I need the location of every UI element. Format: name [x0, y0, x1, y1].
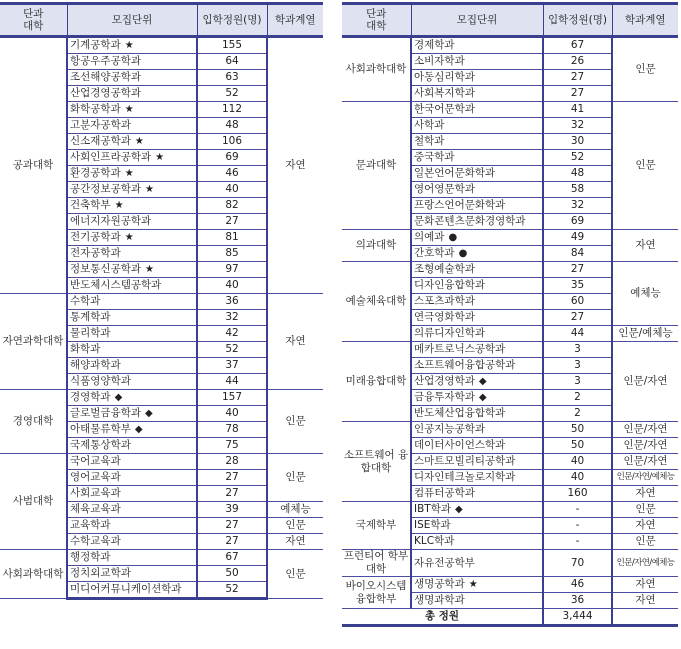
department-label: 경영학과 [70, 391, 111, 403]
quota-value: 40 [543, 470, 612, 486]
college-name: 소프트웨어 융합대학 [342, 422, 411, 502]
quota-value: 40 [197, 182, 267, 198]
department-name [411, 550, 543, 577]
quota-value: 82 [197, 198, 267, 214]
department-label: 정보통신공학과 [70, 263, 142, 275]
quota-value: 32 [543, 118, 612, 134]
department-label: 스마트모빌리티공학과 [414, 455, 516, 467]
department-label: 해양과학과 [70, 359, 121, 371]
field-value: 인문/예체능 [612, 326, 678, 342]
diamond-icon: ◆ [145, 408, 153, 419]
department-label: 간호학과 [414, 247, 455, 259]
total-row [342, 609, 678, 626]
department-label: 조형예술학과 [414, 263, 475, 275]
quota-value: 67 [197, 550, 267, 566]
quota-value: 52 [543, 150, 612, 166]
quota-value: 69 [543, 214, 612, 230]
quota-value: 41 [543, 102, 612, 118]
college-name: 경영대학 [0, 390, 67, 454]
college-name: 사회과학대학 [342, 37, 411, 102]
department-label: IBT학과 [414, 503, 451, 515]
header-row [0, 4, 323, 37]
quota-value: 48 [197, 118, 267, 134]
department-name [67, 502, 197, 518]
field-value: 자연 [267, 37, 323, 294]
department-label: 사회인프라공학과 [70, 151, 152, 163]
star-icon: ★ [468, 579, 478, 590]
department-label: 인공지능공학과 [414, 423, 486, 435]
quota-value: 50 [197, 566, 267, 582]
quota-value: 85 [197, 246, 267, 262]
department-name [411, 593, 543, 609]
quota-value: 44 [197, 374, 267, 390]
field-value: 인문 [267, 518, 323, 534]
department-label: 연극영화학과 [414, 311, 475, 323]
quota-value: 40 [197, 406, 267, 422]
quota-value: 40 [543, 454, 612, 470]
quota-value: 60 [543, 294, 612, 310]
field-value: 인문/자연/예체능 [612, 470, 678, 486]
header-quota: 입학정원(명) [543, 4, 612, 37]
field-value: 인문/자연 [612, 342, 678, 422]
field-value: 예체능 [612, 262, 678, 326]
table-row [342, 550, 678, 577]
department-label: 디자인테크놀로지학과 [414, 471, 516, 483]
quota-value: 160 [543, 486, 612, 502]
department-label: 반도체시스템공학과 [70, 279, 162, 291]
department-name [411, 470, 543, 486]
department-label: KLC학과 [414, 535, 455, 547]
department-label: 국제통상학과 [70, 439, 131, 451]
department-label: 전자공학과 [70, 247, 121, 259]
department-label: 기계공학과 [70, 39, 121, 51]
department-label: 경제학과 [414, 39, 455, 51]
college-name: 프런티어 학부대학 [342, 550, 411, 577]
department-name [67, 182, 197, 198]
quota-value: 27 [197, 470, 267, 486]
department-label: 공간정보공학과 [70, 183, 142, 195]
department-name [411, 102, 543, 118]
header-college: 단과 대학 [0, 4, 67, 37]
department-name [411, 342, 543, 358]
quota-value: 46 [197, 166, 267, 182]
quota-value: 50 [543, 422, 612, 438]
quota-value: 3 [543, 342, 612, 358]
star-icon: ★ [145, 184, 154, 195]
college-name: 국제학부 [342, 502, 411, 550]
field-value: 자연 [612, 577, 678, 593]
quota-value: 49 [543, 230, 612, 246]
quota-value: 44 [543, 326, 612, 342]
admission-table-right [342, 2, 678, 627]
quota-value: 27 [543, 70, 612, 86]
department-label: 정치외교학과 [70, 567, 131, 579]
department-label: 항공우주공학과 [70, 55, 142, 67]
quota-value: 36 [543, 593, 612, 609]
department-name [411, 438, 543, 454]
quota-value: 27 [543, 86, 612, 102]
department-name [67, 54, 197, 70]
table-row [0, 390, 323, 406]
department-label: 의류디자인학과 [414, 327, 486, 339]
quota-value: 40 [197, 278, 267, 294]
department-label: 글로벌금융학과 [70, 407, 142, 419]
college-name: 사범대학 [0, 454, 67, 550]
quota-value: 28 [197, 454, 267, 470]
department-label: 고분자공학과 [70, 119, 131, 131]
department-name [67, 86, 197, 102]
department-name [67, 134, 197, 150]
department-name [411, 406, 543, 422]
diamond-icon: ◆ [114, 392, 123, 403]
total-label: 총 정원 [342, 609, 543, 626]
department-name [411, 486, 543, 502]
quota-value: 3 [543, 358, 612, 374]
field-value: 인문 [612, 102, 678, 230]
college-name: 사회과학대학 [0, 550, 67, 599]
department-label: 환경공학과 [70, 167, 121, 179]
department-name [411, 118, 543, 134]
star-icon: ★ [145, 264, 154, 275]
header-quota: 입학정원(명) [197, 4, 267, 37]
college-name: 자연과학대학 [0, 294, 67, 390]
department-name [67, 102, 197, 118]
department-label: ISE학과 [414, 519, 451, 531]
department-label: 산업경영학과 [414, 375, 475, 387]
department-label: 일본언어문화학과 [414, 167, 496, 179]
department-name [67, 230, 197, 246]
total-quota: 3,444 [543, 609, 612, 626]
header-unit: 모집단위 [67, 4, 197, 37]
department-label: 식품영양학과 [70, 375, 131, 387]
quota-value: 67 [543, 37, 612, 54]
department-label: 국어교육과 [70, 455, 121, 467]
department-label: 프랑스언어문화학과 [414, 199, 506, 211]
department-label: 디자인융합학과 [414, 279, 486, 291]
quota-value: 27 [197, 534, 267, 550]
total-field-empty [612, 609, 678, 626]
department-label: 자유전공학부 [414, 556, 475, 569]
quota-value: 78 [197, 422, 267, 438]
department-name [411, 214, 543, 230]
department-label: 건축학부 [70, 199, 111, 211]
quota-value: 2 [543, 390, 612, 406]
circle-icon: ● [448, 232, 458, 243]
star-icon: ★ [134, 136, 144, 147]
college-name: 공과대학 [0, 37, 67, 294]
department-name [67, 326, 197, 342]
quota-value: 70 [543, 550, 612, 577]
department-label: 스포츠과학과 [414, 295, 475, 307]
quota-value: 69 [197, 150, 267, 166]
quota-value: 27 [197, 518, 267, 534]
field-value: 인문/자연 [612, 422, 678, 438]
department-label: 신소재공학과 [70, 135, 131, 147]
star-icon: ★ [114, 200, 124, 211]
department-name [67, 342, 197, 358]
field-value: 인문 [612, 502, 678, 518]
quota-value: 81 [197, 230, 267, 246]
field-value: 자연 [612, 486, 678, 502]
table-row [342, 102, 678, 118]
department-name [411, 37, 543, 54]
department-label: 사회복지학과 [414, 87, 475, 99]
department-name [67, 470, 197, 486]
department-label: 소비자학과 [414, 55, 465, 67]
department-label: 중국학과 [414, 151, 455, 163]
quota-value: 46 [543, 577, 612, 593]
quota-value: 52 [197, 86, 267, 102]
field-value: 자연 [612, 593, 678, 609]
department-label: 통계학과 [70, 311, 111, 323]
department-name [411, 422, 543, 438]
table-row [0, 454, 323, 470]
quota-value: 63 [197, 70, 267, 86]
department-name [411, 86, 543, 102]
department-name [411, 534, 543, 550]
college-name: 의과대학 [342, 230, 411, 262]
department-name [67, 198, 197, 214]
quota-value: 32 [197, 310, 267, 326]
department-name [411, 518, 543, 534]
department-label: 한국어문학과 [414, 103, 475, 115]
table-row [0, 550, 323, 566]
department-name [411, 54, 543, 70]
header-college: 단과 대학 [342, 4, 411, 37]
quota-value: 50 [543, 438, 612, 454]
quota-value: 37 [197, 358, 267, 374]
department-name [67, 582, 197, 599]
department-name [411, 294, 543, 310]
quota-value: 42 [197, 326, 267, 342]
department-label: 전기공학과 [70, 231, 121, 243]
quota-value: 27 [543, 310, 612, 326]
department-label: 철학과 [414, 135, 445, 147]
department-label: 에너지자원공학과 [70, 215, 152, 227]
admission-table-left [0, 2, 323, 600]
star-icon: ★ [155, 152, 165, 163]
department-label: 사회교육과 [70, 487, 121, 499]
department-label: 산업경영공학과 [70, 87, 142, 99]
quota-value: 48 [543, 166, 612, 182]
department-label: 메카트로닉스공학과 [414, 343, 506, 355]
quota-value: 30 [543, 134, 612, 150]
department-name [411, 230, 543, 246]
department-name [67, 278, 197, 294]
quota-value: 97 [197, 262, 267, 278]
department-name [411, 262, 543, 278]
department-name [67, 246, 197, 262]
department-name [411, 358, 543, 374]
field-value: 자연 [267, 534, 323, 550]
department-name [411, 326, 543, 342]
department-name [67, 37, 197, 54]
department-label: 교육학과 [70, 519, 111, 531]
department-label: 생명과학과 [414, 594, 465, 606]
department-name [411, 166, 543, 182]
field-value: 인문 [267, 390, 323, 454]
diamond-icon: ◆ [134, 424, 143, 435]
quota-value: - [543, 502, 612, 518]
department-label: 수학교육과 [70, 535, 121, 547]
header-field: 학과계열 [267, 4, 323, 37]
field-value: 인문/자연 [612, 438, 678, 454]
field-value: 자연 [612, 518, 678, 534]
quota-value: 27 [197, 214, 267, 230]
table-row [342, 37, 678, 54]
star-icon: ★ [124, 168, 134, 179]
department-name [67, 454, 197, 470]
department-label: 반도체산업융합학과 [414, 407, 506, 419]
department-name [411, 310, 543, 326]
department-name [411, 182, 543, 198]
department-name [411, 150, 543, 166]
table-row [342, 422, 678, 438]
department-name [67, 262, 197, 278]
department-label: 물리학과 [70, 327, 111, 339]
department-name [411, 502, 543, 518]
star-icon: ★ [124, 40, 134, 51]
college-name: 예술체육대학 [342, 262, 411, 342]
quota-value: 64 [197, 54, 267, 70]
department-name [411, 246, 543, 262]
department-label: 수학과 [70, 295, 101, 307]
department-name [411, 390, 543, 406]
department-name [67, 166, 197, 182]
star-icon: ★ [124, 232, 134, 243]
quota-value: 35 [543, 278, 612, 294]
college-name: 바이오시스템 융합학부 [342, 577, 411, 609]
field-value: 인문 [612, 37, 678, 102]
department-label: 조선해양공학과 [70, 71, 142, 83]
header-row [342, 4, 678, 37]
star-icon: ★ [124, 104, 134, 115]
department-name [67, 486, 197, 502]
department-name [67, 566, 197, 582]
quota-value: 58 [543, 182, 612, 198]
department-name [67, 550, 197, 566]
department-name [67, 374, 197, 390]
department-label: 화학공학과 [70, 103, 121, 115]
department-name [67, 150, 197, 166]
department-label: 미디어커뮤니케이션학과 [70, 583, 182, 595]
department-label: 문화콘텐츠문화경영학과 [414, 215, 526, 227]
department-name [411, 198, 543, 214]
department-name [67, 406, 197, 422]
department-name [411, 577, 543, 593]
department-label: 영어영문학과 [414, 183, 475, 195]
header-field: 학과계열 [612, 4, 678, 37]
quota-value: 27 [543, 262, 612, 278]
department-name [67, 518, 197, 534]
department-name [67, 310, 197, 326]
department-label: 화학과 [70, 343, 101, 355]
quota-value: 52 [197, 582, 267, 599]
field-value: 인문 [612, 534, 678, 550]
department-name [67, 534, 197, 550]
field-value: 인문 [267, 550, 323, 599]
table-row [342, 230, 678, 246]
field-value: 자연 [612, 230, 678, 262]
table-row [342, 577, 678, 593]
department-label: 체육교육과 [70, 503, 121, 515]
circle-icon: ● [458, 248, 468, 259]
department-label: 영어교육과 [70, 471, 121, 483]
department-label: 사학과 [414, 119, 445, 131]
quota-value: 3 [543, 374, 612, 390]
quota-value: 36 [197, 294, 267, 310]
department-name [67, 118, 197, 134]
quota-value: - [543, 518, 612, 534]
department-label: 컴퓨터공학과 [414, 487, 475, 499]
quota-value: 27 [197, 486, 267, 502]
quota-value: 2 [543, 406, 612, 422]
department-name [411, 134, 543, 150]
department-name [67, 70, 197, 86]
header-unit: 모집단위 [411, 4, 543, 37]
quota-value: 112 [197, 102, 267, 118]
department-name [67, 358, 197, 374]
department-name [67, 438, 197, 454]
table-row [0, 294, 323, 310]
table-row [342, 342, 678, 358]
field-value: 예체능 [267, 502, 323, 518]
quota-value: 75 [197, 438, 267, 454]
quota-value: 52 [197, 342, 267, 358]
department-label: 데이터사이언스학과 [414, 439, 506, 451]
field-value: 인문/자연 [612, 454, 678, 470]
quota-value: 26 [543, 54, 612, 70]
department-label: 아태물류학부 [70, 423, 131, 435]
quota-value: 155 [197, 37, 267, 54]
department-name [411, 70, 543, 86]
department-label: 의예과 [414, 231, 445, 243]
quota-value: - [543, 534, 612, 550]
college-name: 문과대학 [342, 102, 411, 230]
quota-value: 39 [197, 502, 267, 518]
department-label: 소프트웨어융합공학과 [414, 359, 516, 371]
department-name [411, 374, 543, 390]
diamond-icon: ◆ [478, 392, 487, 403]
table-row [342, 262, 678, 278]
quota-value: 157 [197, 390, 267, 406]
diamond-icon: ◆ [455, 504, 463, 515]
department-name [67, 390, 197, 406]
department-name [67, 214, 197, 230]
college-name: 미래융합대학 [342, 342, 411, 422]
table-row [342, 502, 678, 518]
department-name [67, 422, 197, 438]
quota-value: 32 [543, 198, 612, 214]
department-label: 금융투자학과 [414, 391, 475, 403]
quota-value: 84 [543, 246, 612, 262]
field-value: 인문 [267, 454, 323, 502]
department-label: 생명공학과 [414, 578, 465, 590]
department-name [411, 278, 543, 294]
quota-value: 106 [197, 134, 267, 150]
department-label: 행정학과 [70, 551, 111, 563]
table-row [0, 37, 323, 54]
diamond-icon: ◆ [478, 376, 487, 387]
department-label: 아동심리학과 [414, 71, 475, 83]
field-value: 인문/자연/예체능 [612, 550, 678, 577]
field-value: 자연 [267, 294, 323, 390]
department-name [411, 454, 543, 470]
department-name [67, 294, 197, 310]
